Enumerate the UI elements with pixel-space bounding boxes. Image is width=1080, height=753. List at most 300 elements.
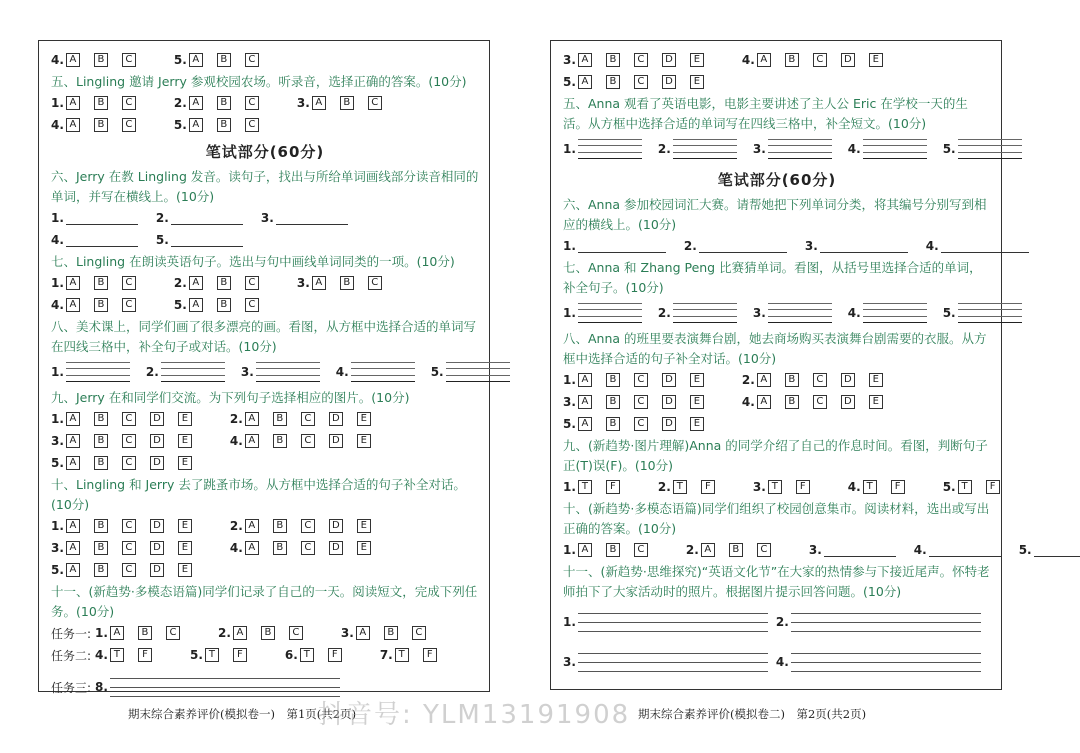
- option-box[interactable]: T: [205, 648, 219, 662]
- option-box[interactable]: A: [66, 412, 80, 426]
- choice-group: [563, 75, 718, 89]
- fourline-group: [431, 362, 520, 382]
- option-box[interactable]: C: [245, 53, 259, 67]
- fourline-group: [848, 303, 937, 323]
- option-box[interactable]: B: [785, 373, 799, 387]
- option-box[interactable]: T: [110, 648, 124, 662]
- question-number: 3.: [804, 239, 818, 253]
- option-box[interactable]: D: [662, 417, 676, 431]
- option-box[interactable]: A: [66, 96, 80, 110]
- option-box[interactable]: A: [757, 395, 771, 409]
- option-box[interactable]: B: [340, 96, 354, 110]
- question-number: 1.: [51, 365, 64, 379]
- answer-row: [563, 602, 991, 642]
- question-number: 3.: [296, 96, 310, 110]
- answer-row: [51, 294, 479, 316]
- question-number: 3.: [752, 480, 766, 494]
- answer-row: [51, 49, 479, 71]
- option-box[interactable]: E: [869, 373, 883, 387]
- question-number: 2.: [775, 615, 789, 629]
- blank-group: [809, 543, 906, 557]
- answer-blank[interactable]: [941, 240, 1029, 253]
- option-box[interactable]: B: [94, 276, 108, 290]
- question-number: 1.: [563, 373, 576, 387]
- question-title: 十一、(新趋势·思维探究)“英语文化节”在大家的热情参与下接近尾声。怀特老师拍下了大家活动时的照片。根据图片提示回答问题。(10分): [563, 564, 990, 599]
- choice-group: [742, 53, 897, 67]
- option-box[interactable]: A: [110, 626, 124, 640]
- option-box[interactable]: A: [66, 276, 80, 290]
- option-box[interactable]: C: [634, 75, 648, 89]
- option-box[interactable]: E: [178, 456, 192, 470]
- question-number: 4.: [51, 118, 64, 132]
- option-box[interactable]: T: [300, 648, 314, 662]
- choice-group: [285, 648, 356, 662]
- option-box[interactable]: D: [150, 519, 164, 533]
- option-box[interactable]: D: [150, 541, 164, 555]
- choice-group: [190, 648, 261, 662]
- question-number: 4.: [51, 53, 64, 67]
- option-box[interactable]: D: [329, 541, 343, 555]
- option-box[interactable]: B: [94, 118, 108, 132]
- blank-group: [563, 239, 676, 253]
- option-box[interactable]: E: [357, 519, 371, 533]
- option-box[interactable]: E: [357, 541, 371, 555]
- option-box[interactable]: B: [217, 96, 231, 110]
- blank-group: [805, 239, 918, 253]
- four-line-grid[interactable]: [66, 362, 130, 382]
- question-number: 5.: [173, 53, 187, 67]
- option-box[interactable]: C: [122, 96, 136, 110]
- option-box[interactable]: T: [673, 480, 687, 494]
- option-box[interactable]: A: [245, 412, 259, 426]
- option-box[interactable]: B: [606, 373, 620, 387]
- question-number: 1.: [51, 276, 64, 290]
- section-heading: 笔试部分(60分): [205, 142, 325, 161]
- question-number: 3.: [752, 142, 766, 156]
- page-two-content: [563, 49, 1032, 682]
- option-box[interactable]: C: [245, 96, 259, 110]
- question-number: 4.: [847, 480, 861, 494]
- option-box[interactable]: F: [606, 480, 620, 494]
- option-box[interactable]: B: [94, 53, 108, 67]
- choice-group: [563, 543, 662, 557]
- option-box[interactable]: C: [368, 276, 382, 290]
- answer-lines-group: [563, 653, 768, 672]
- option-box[interactable]: T: [958, 480, 972, 494]
- option-box[interactable]: E: [869, 53, 883, 67]
- question-number: 4.: [51, 298, 64, 312]
- answer-lines-group: [776, 613, 981, 632]
- option-box[interactable]: C: [122, 53, 136, 67]
- four-line-grid[interactable]: [673, 303, 737, 323]
- blank-group: [1019, 543, 1080, 557]
- option-box[interactable]: C: [166, 626, 180, 640]
- option-box[interactable]: C: [634, 395, 648, 409]
- option-box[interactable]: B: [384, 626, 398, 640]
- choice-group: [51, 96, 150, 110]
- choice-group: [230, 541, 385, 555]
- option-box[interactable]: E: [690, 53, 704, 67]
- page-two-footer: 期末综合素养评价(模拟卷二) 第2页(共2页): [638, 707, 867, 721]
- option-box[interactable]: A: [578, 53, 592, 67]
- option-box[interactable]: B: [606, 543, 620, 557]
- option-box[interactable]: A: [578, 75, 592, 89]
- option-box[interactable]: B: [94, 541, 108, 555]
- option-box[interactable]: F: [796, 480, 810, 494]
- option-box[interactable]: C: [122, 456, 136, 470]
- four-line-grid[interactable]: [863, 139, 927, 159]
- option-box[interactable]: A: [245, 434, 259, 448]
- option-box[interactable]: C: [634, 53, 648, 67]
- task-label: 任务一:: [51, 626, 92, 641]
- question-number: 2.: [657, 306, 671, 320]
- choice-group: [51, 118, 150, 132]
- option-box[interactable]: B: [273, 434, 287, 448]
- answer-blank[interactable]: [578, 240, 666, 253]
- option-box[interactable]: A: [245, 541, 259, 555]
- option-box[interactable]: F: [233, 648, 247, 662]
- option-box[interactable]: D: [329, 434, 343, 448]
- question-number: 2.: [155, 211, 169, 225]
- option-box[interactable]: D: [150, 456, 164, 470]
- choice-group: [297, 96, 396, 110]
- answer-blank[interactable]: [820, 240, 908, 253]
- question-title: 七、Anna 和 Zhang Peng 比赛猜单词。看图，从括号里选择合适的单词，补全句子。(10分): [563, 260, 982, 295]
- four-line-grid[interactable]: [578, 139, 642, 159]
- writing-lines[interactable]: [110, 678, 340, 697]
- question-number: 3.: [340, 626, 354, 640]
- choice-group: [51, 53, 150, 67]
- option-box[interactable]: A: [66, 434, 80, 448]
- option-box[interactable]: E: [357, 434, 371, 448]
- choice-group: [95, 648, 166, 662]
- option-box[interactable]: C: [122, 298, 136, 312]
- question-number: 5.: [1018, 543, 1032, 557]
- option-box[interactable]: B: [606, 53, 620, 67]
- answer-row: [51, 207, 479, 229]
- option-box[interactable]: A: [189, 298, 203, 312]
- option-box[interactable]: A: [66, 456, 80, 470]
- option-box[interactable]: F: [138, 648, 152, 662]
- option-box[interactable]: E: [690, 373, 704, 387]
- answer-lines-group: [563, 613, 768, 632]
- option-box[interactable]: T: [395, 648, 409, 662]
- answer-row: [563, 298, 991, 328]
- option-box[interactable]: C: [245, 118, 259, 132]
- option-box[interactable]: F: [891, 480, 905, 494]
- option-box[interactable]: F: [423, 648, 437, 662]
- choice-group: [742, 373, 897, 387]
- choice-group: [297, 276, 396, 290]
- answer-row: [51, 515, 479, 537]
- answer-row: [563, 71, 991, 93]
- writing-lines[interactable]: [791, 613, 981, 632]
- option-box[interactable]: A: [189, 276, 203, 290]
- option-box[interactable]: A: [356, 626, 370, 640]
- option-box[interactable]: F: [701, 480, 715, 494]
- option-box[interactable]: B: [606, 395, 620, 409]
- option-box[interactable]: A: [66, 519, 80, 533]
- question-number: 4.: [847, 306, 861, 320]
- four-line-grid[interactable]: [768, 139, 832, 159]
- blank-group: [156, 233, 253, 247]
- choice-group: [95, 626, 194, 640]
- question-number: 2.: [173, 276, 187, 290]
- option-box[interactable]: B: [217, 53, 231, 67]
- four-line-grid[interactable]: [958, 303, 1022, 323]
- writing-lines[interactable]: [791, 653, 981, 672]
- answer-blank[interactable]: [824, 544, 896, 557]
- question-title: 六、Jerry 在教 Lingling 发音。读句子，找出与所给单词画线部分读音相同的单词，并写在横线上。(10分): [51, 169, 479, 204]
- answer-row: [51, 622, 479, 644]
- option-box[interactable]: E: [690, 75, 704, 89]
- option-box[interactable]: F: [986, 480, 1000, 494]
- answer-blank[interactable]: [66, 234, 138, 247]
- question-number: 7.: [379, 648, 393, 662]
- question-title: 五、Anna 观看了英语电影，电影主要讲述了主人公 Eric 在学校一天的生活。从方框中选择合适的单词写在四线三格中，补全短文。(10分): [563, 96, 968, 131]
- option-box[interactable]: D: [150, 434, 164, 448]
- option-box[interactable]: C: [301, 434, 315, 448]
- option-box[interactable]: B: [138, 626, 152, 640]
- answer-row: [51, 644, 479, 666]
- choice-group: [174, 298, 273, 312]
- option-box[interactable]: E: [178, 541, 192, 555]
- option-box[interactable]: C: [122, 118, 136, 132]
- choice-group: [51, 519, 206, 533]
- option-box[interactable]: C: [122, 519, 136, 533]
- option-box[interactable]: D: [150, 412, 164, 426]
- question-title: 八、Anna 的班里要表演舞台剧，她去商场购买表演舞台剧需要的衣服。从方框中选择合适的句子补全对话。(10分): [563, 331, 987, 366]
- question-number: 5.: [563, 417, 576, 431]
- option-box[interactable]: C: [245, 298, 259, 312]
- option-box[interactable]: B: [606, 75, 620, 89]
- option-box[interactable]: B: [94, 434, 108, 448]
- four-line-grid[interactable]: [578, 303, 642, 323]
- answer-row: [563, 642, 991, 682]
- answer-row: [51, 559, 479, 581]
- option-box[interactable]: C: [757, 543, 771, 557]
- option-box[interactable]: C: [634, 417, 648, 431]
- option-box[interactable]: B: [606, 417, 620, 431]
- option-box[interactable]: A: [578, 395, 592, 409]
- question-number: 4.: [913, 543, 927, 557]
- option-box[interactable]: C: [122, 563, 136, 577]
- fourline-group: [241, 362, 330, 382]
- option-box[interactable]: C: [368, 96, 382, 110]
- option-box[interactable]: E: [690, 395, 704, 409]
- answer-row: [563, 539, 1032, 561]
- option-box[interactable]: T: [768, 480, 782, 494]
- choice-group: [51, 412, 206, 426]
- option-box[interactable]: E: [178, 434, 192, 448]
- page-one-footer: 期末综合素养评价(模拟卷一) 第1页(共2页): [128, 707, 357, 721]
- question-number: 5.: [155, 233, 169, 247]
- option-box[interactable]: C: [634, 543, 648, 557]
- option-box[interactable]: E: [178, 412, 192, 426]
- question-number: 2.: [657, 480, 671, 494]
- option-box[interactable]: A: [578, 417, 592, 431]
- answer-lines-group: [776, 653, 981, 672]
- option-box[interactable]: B: [273, 541, 287, 555]
- writing-lines[interactable]: [578, 653, 768, 672]
- option-box[interactable]: D: [150, 563, 164, 577]
- question-number: 1.: [51, 211, 64, 225]
- option-box[interactable]: T: [578, 480, 592, 494]
- option-box[interactable]: A: [312, 96, 326, 110]
- question-number: 2.: [685, 543, 699, 557]
- option-box[interactable]: B: [94, 456, 108, 470]
- option-box[interactable]: D: [841, 395, 855, 409]
- option-box[interactable]: C: [412, 626, 426, 640]
- four-line-grid[interactable]: [446, 362, 510, 382]
- question-number: 3.: [51, 434, 64, 448]
- option-box[interactable]: B: [261, 626, 275, 640]
- option-box[interactable]: D: [662, 373, 676, 387]
- option-box[interactable]: A: [701, 543, 715, 557]
- option-box[interactable]: E: [178, 519, 192, 533]
- answer-row: [563, 391, 991, 413]
- four-line-grid[interactable]: [958, 139, 1022, 159]
- question-number: 2.: [145, 365, 159, 379]
- option-box[interactable]: B: [729, 543, 743, 557]
- option-box[interactable]: C: [122, 276, 136, 290]
- answer-blank[interactable]: [171, 234, 243, 247]
- option-box[interactable]: C: [122, 412, 136, 426]
- option-box[interactable]: A: [312, 276, 326, 290]
- question-number: 4.: [775, 655, 789, 669]
- option-box[interactable]: C: [813, 53, 827, 67]
- option-box[interactable]: A: [757, 53, 771, 67]
- blank-group: [926, 239, 1039, 253]
- option-box[interactable]: B: [94, 563, 108, 577]
- option-box[interactable]: A: [189, 96, 203, 110]
- question-title: 五、Lingling 邀请 Jerry 参观校园农场。听录音，选择正确的答案。(10分): [51, 74, 467, 89]
- answer-blank[interactable]: [66, 212, 138, 225]
- option-box[interactable]: B: [217, 298, 231, 312]
- option-box[interactable]: D: [329, 519, 343, 533]
- question-number: 2.: [217, 626, 231, 640]
- option-box[interactable]: C: [245, 276, 259, 290]
- choice-group: [230, 434, 385, 448]
- option-box[interactable]: A: [578, 543, 592, 557]
- option-box[interactable]: A: [189, 53, 203, 67]
- question-title: 十一、(新趋势·多模态语篇)同学们记录了自己的一天。阅读短文，完成下列任务。(10分): [51, 584, 478, 619]
- option-box[interactable]: B: [340, 276, 354, 290]
- question-title: 七、Lingling 在朗读英语句子。选出与句中画线单词同类的一项。(10分): [51, 254, 455, 269]
- option-box[interactable]: A: [66, 298, 80, 312]
- option-box[interactable]: D: [841, 53, 855, 67]
- question-title: 八、美术课上，同学们画了很多漂亮的画。看图，从方框中选择合适的单词写在四线三格中，补全句子或对话。(10分): [51, 319, 477, 354]
- option-box[interactable]: F: [328, 648, 342, 662]
- option-box[interactable]: B: [785, 395, 799, 409]
- option-box[interactable]: A: [233, 626, 247, 640]
- option-box[interactable]: A: [66, 53, 80, 67]
- option-box[interactable]: A: [66, 118, 80, 132]
- question-number: 5.: [51, 456, 64, 470]
- option-box[interactable]: B: [94, 298, 108, 312]
- question-number: 5.: [173, 118, 187, 132]
- answer-blank[interactable]: [699, 240, 787, 253]
- fourline-group: [658, 139, 747, 159]
- option-box[interactable]: D: [329, 412, 343, 426]
- option-box[interactable]: C: [122, 434, 136, 448]
- option-box[interactable]: E: [869, 395, 883, 409]
- option-box[interactable]: B: [94, 412, 108, 426]
- fourline-group: [563, 139, 652, 159]
- option-box[interactable]: E: [357, 412, 371, 426]
- option-box[interactable]: T: [863, 480, 877, 494]
- answer-blank[interactable]: [929, 544, 1001, 557]
- option-box[interactable]: A: [66, 563, 80, 577]
- option-box[interactable]: C: [122, 541, 136, 555]
- option-box[interactable]: E: [178, 563, 192, 577]
- four-line-grid[interactable]: [673, 139, 737, 159]
- option-box[interactable]: A: [245, 519, 259, 533]
- answer-blank[interactable]: [1034, 544, 1080, 557]
- fourline-group: [563, 303, 652, 323]
- question-number: 1.: [51, 96, 64, 110]
- option-box[interactable]: C: [301, 541, 315, 555]
- question-number: 2.: [229, 412, 243, 426]
- option-box[interactable]: A: [578, 373, 592, 387]
- option-box[interactable]: B: [273, 412, 287, 426]
- four-line-grid[interactable]: [351, 362, 415, 382]
- fourline-group: [51, 362, 140, 382]
- option-box[interactable]: B: [217, 276, 231, 290]
- option-box[interactable]: D: [841, 373, 855, 387]
- option-box[interactable]: B: [273, 519, 287, 533]
- answer-blank[interactable]: [276, 212, 348, 225]
- choice-group: [218, 626, 317, 640]
- choice-group: [380, 648, 451, 662]
- choice-group: [563, 395, 718, 409]
- option-box[interactable]: C: [301, 412, 315, 426]
- answer-row: [51, 408, 479, 430]
- answer-row: [51, 452, 479, 474]
- four-line-grid[interactable]: [768, 303, 832, 323]
- option-box[interactable]: A: [757, 373, 771, 387]
- option-box[interactable]: C: [634, 373, 648, 387]
- question-number: 2.: [229, 519, 243, 533]
- question-number: 5.: [51, 563, 64, 577]
- answer-blank[interactable]: [171, 212, 243, 225]
- four-line-grid[interactable]: [161, 362, 225, 382]
- question-number: 4.: [51, 233, 64, 247]
- choice-group: [51, 298, 150, 312]
- option-box[interactable]: C: [813, 395, 827, 409]
- option-box[interactable]: C: [289, 626, 303, 640]
- option-box[interactable]: C: [813, 373, 827, 387]
- option-box[interactable]: B: [94, 519, 108, 533]
- choice-group: [51, 563, 206, 577]
- four-line-grid[interactable]: [863, 303, 927, 323]
- option-box[interactable]: B: [94, 96, 108, 110]
- option-box[interactable]: E: [690, 417, 704, 431]
- option-box[interactable]: B: [217, 118, 231, 132]
- choice-group: [563, 417, 718, 431]
- option-box[interactable]: D: [662, 53, 676, 67]
- question-number: 3.: [563, 655, 576, 669]
- option-box[interactable]: A: [189, 118, 203, 132]
- four-line-grid[interactable]: [256, 362, 320, 382]
- option-box[interactable]: D: [662, 75, 676, 89]
- option-box[interactable]: B: [785, 53, 799, 67]
- blank-group: [684, 239, 797, 253]
- option-box[interactable]: C: [301, 519, 315, 533]
- writing-lines[interactable]: [578, 613, 768, 632]
- option-box[interactable]: D: [662, 395, 676, 409]
- option-box[interactable]: A: [66, 541, 80, 555]
